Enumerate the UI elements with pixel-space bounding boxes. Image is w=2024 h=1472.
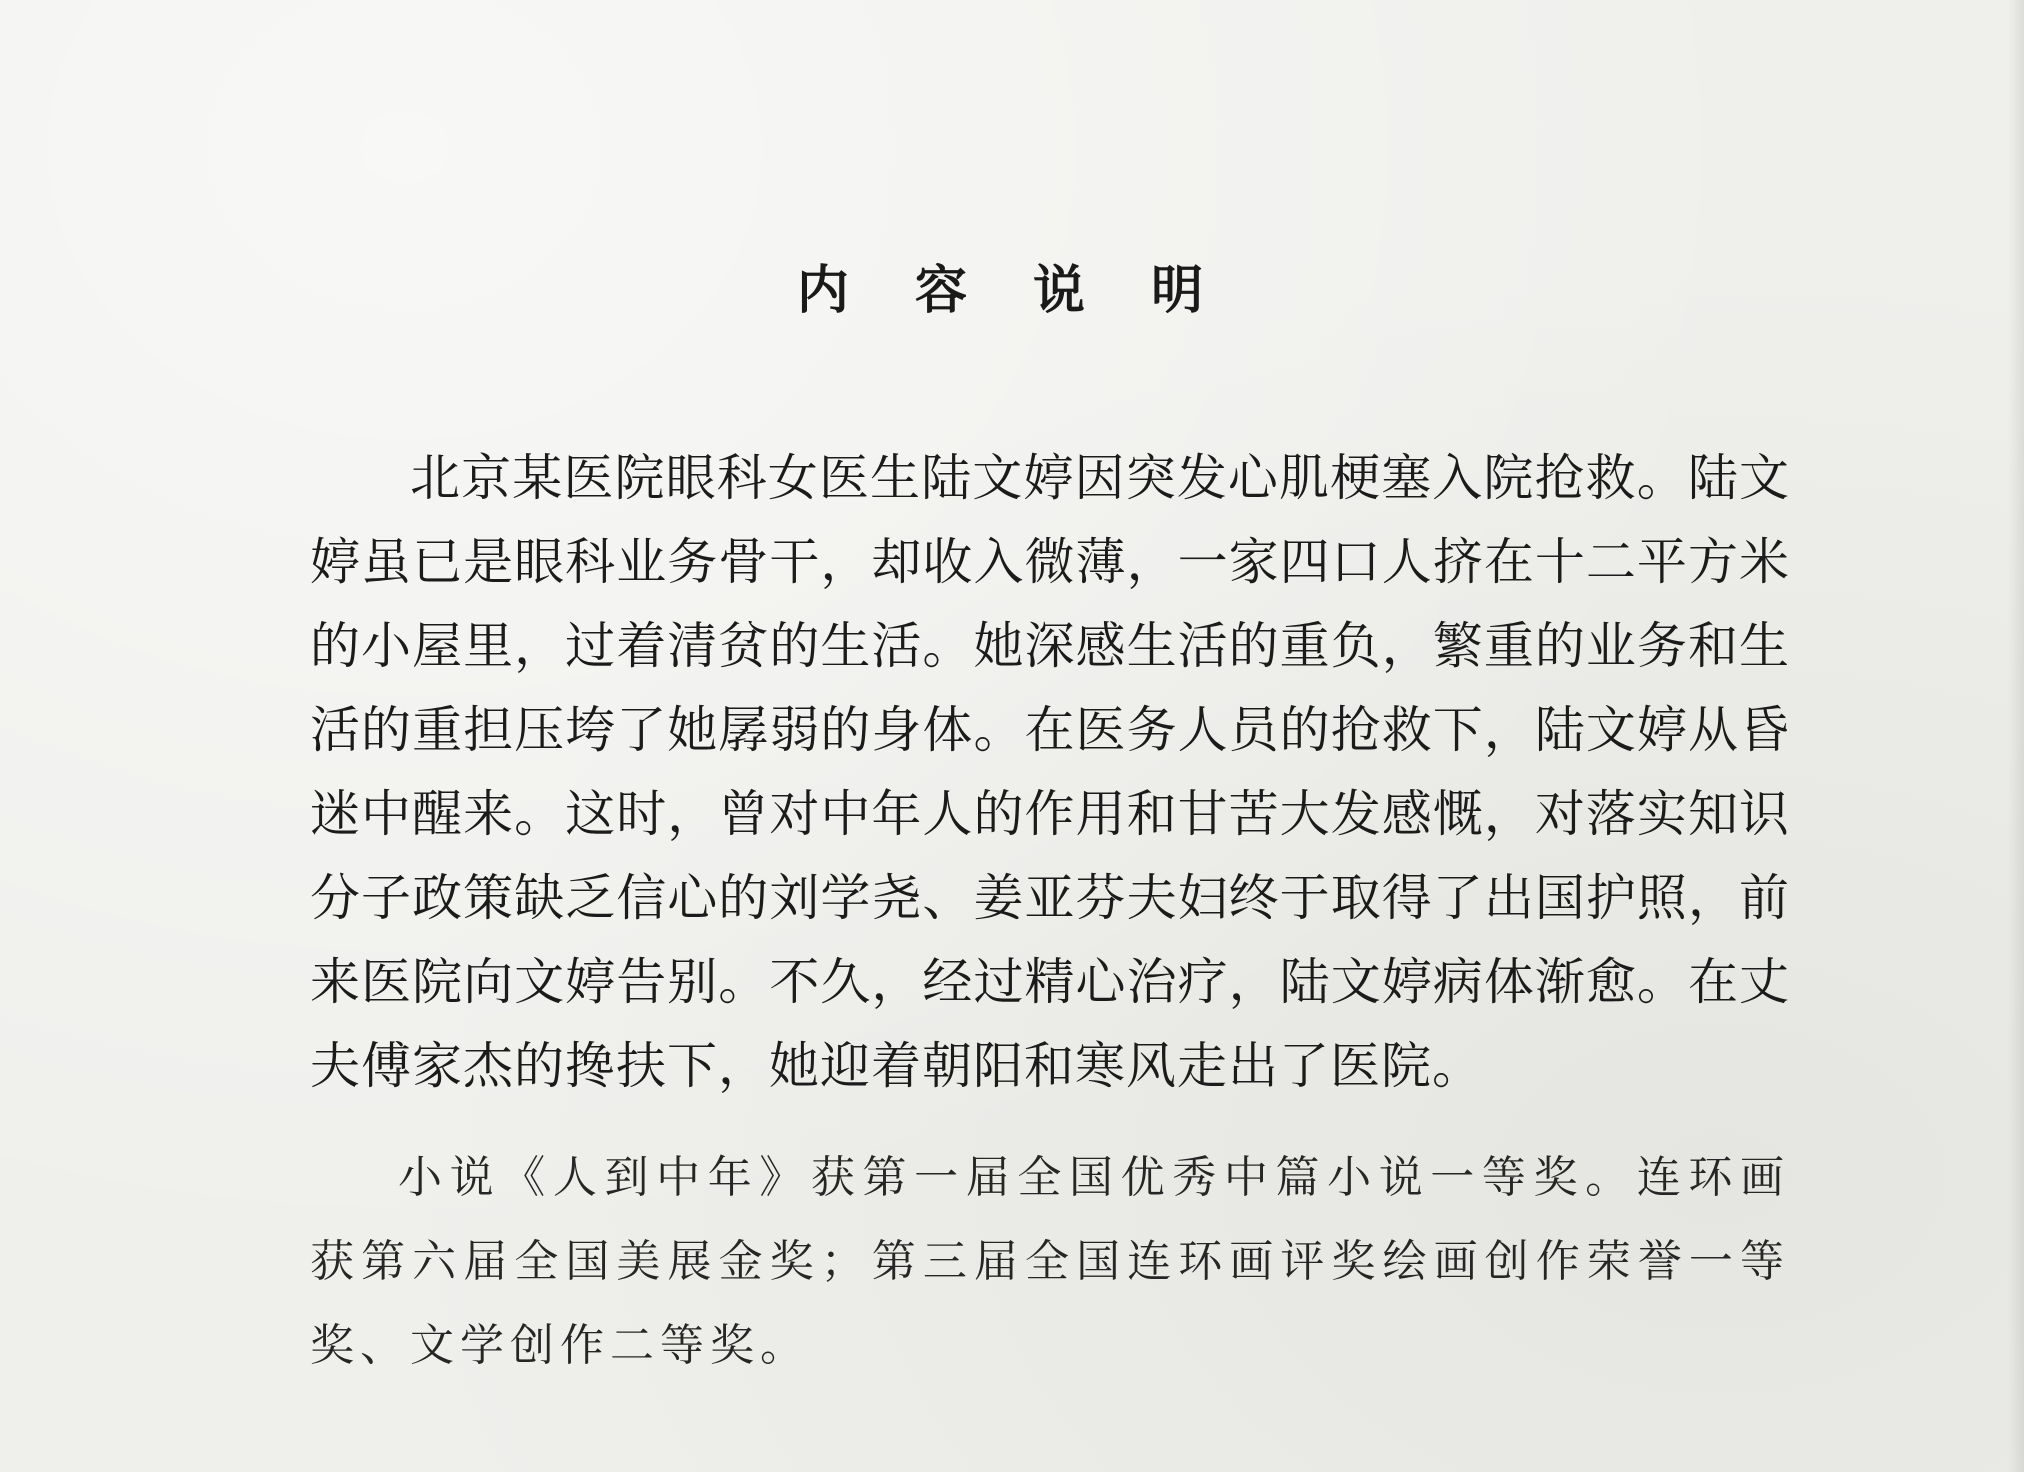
page-title: 内 容 说 明	[796, 261, 1228, 321]
page-edge-shadow	[2008, 0, 2024, 1472]
summary-paragraph: 北京某医院眼科女医生陆文婷因突发心肌梗塞入院抢救。陆文婷虽已是眼科业务骨干，却收入微薄，一家四口人挤在十二平方米的小屋里，过着清贫的生活。她深感生活的重负，繁重的业务和生活的重担压垮了她孱弱的身体。在医务人员的抢救下，陆文婷从昏迷中醒来。这时，曾对中年人的作用和甘苦大发感慨，对落实知识分子政策缺乏信心的刘学尧、姜亚芬夫妇终于取得了出国护照，前来医院向文婷告别。不久，经过精心治疗，陆文婷病体渐愈。在丈夫傅家杰的搀扶下，她迎着朝阳和寒风走出了医院。	[310, 449, 1790, 1095]
awards-paragraph: 小说《人到中年》获第一届全国优秀中篇小说一等奖。连环画获第六届全国美展金奖；第三届全国连环画评奖绘画创作荣誉一等奖、文学创作二等奖。	[310, 1152, 1790, 1371]
body-text	[310, 436, 1790, 1388]
